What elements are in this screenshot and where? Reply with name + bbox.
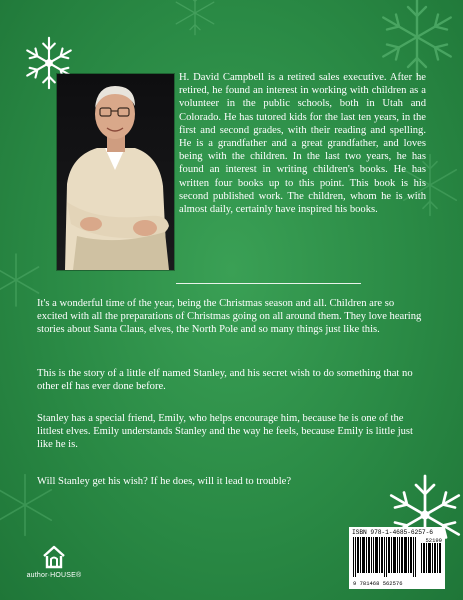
snowflake-icon: [170, 0, 220, 38]
house-icon: [41, 544, 67, 570]
author-bio: H. David Campbell is a retired sales executive. After he retired, he found an interest in working with children as a volunteer in the public schools, both in Utah and Colorado. He has tutored kids for the last ten years, in the first and second grades, with their reading and spelling. He is a grandfather and a great grandfather, and loves being with the children. In the last two years, he has found an interest in writing children's books. He has written four books up to this point. This book is his second published work. The children, whom he is with almost daily, certainly have inspired his books.: [179, 72, 426, 216]
isbn-label: ISBN 978-1-4685-6257-6: [352, 529, 433, 536]
barcode-bars: [353, 537, 417, 577]
price-code: 52199: [425, 537, 442, 544]
publisher-name: author·HOUSE®: [26, 572, 82, 579]
blurb-paragraph-4: Will Stanley get his wish? If he does, will it lead to trouble?: [37, 476, 292, 487]
isbn-barcode: [349, 527, 445, 589]
author-photo: [57, 74, 174, 270]
snowflake-icon: [372, 0, 462, 82]
publisher-logo: [24, 544, 84, 579]
blurb-paragraph-3: Stanley has a special friend, Emily, who helps encourage him, because he is one of the littlest elves. Emily understands Stanley and the way he feels, because Emily is little just like he is.: [37, 413, 413, 451]
divider: [176, 283, 361, 284]
price-barcode-bars: [421, 543, 441, 573]
blurb-paragraph-1: It's a wonderful time of the year, being the Christmas season and all. Children are so excited with all the preparations of Christmas going on all around them. They love hearing stories about Santa Claus, elves, the North Pole and so many things just like this.: [37, 298, 422, 336]
blurb-paragraph-2: This is the story of a little elf named Stanley, and his secret wish to do something that no other elf has ever done before.: [37, 368, 413, 393]
barcode-number: 9 781468 562576: [353, 580, 403, 587]
author-portrait-image: [57, 74, 174, 270]
